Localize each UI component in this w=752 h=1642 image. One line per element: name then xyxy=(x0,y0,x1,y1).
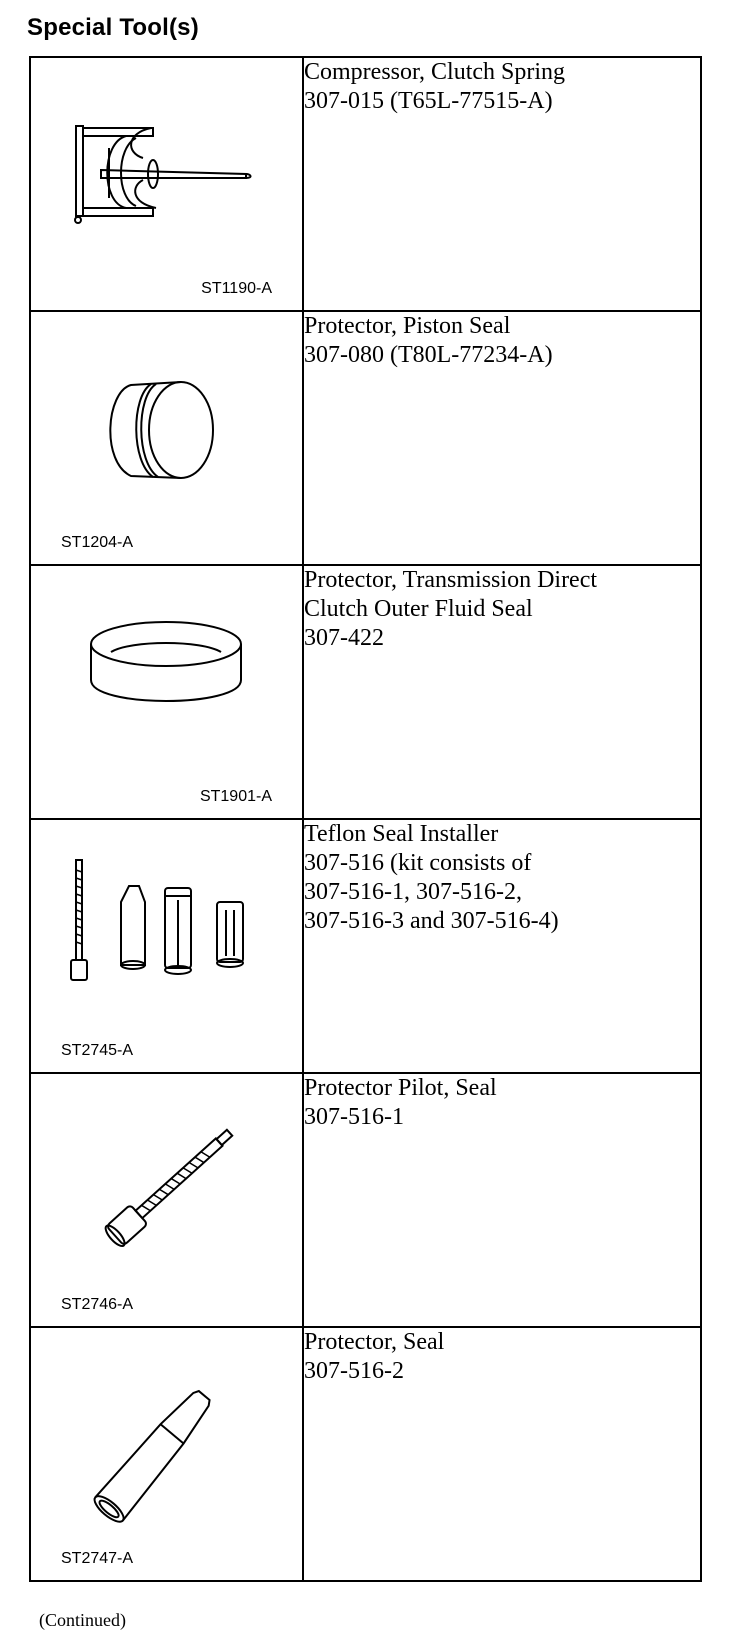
tool-description-cell xyxy=(303,565,701,819)
tool-image-cell xyxy=(30,819,303,1073)
teflon-seal-installer-kit-illustration xyxy=(31,820,302,1072)
tool-number: 307-516 (kit consists of xyxy=(304,850,532,876)
seal-protector-pilot-illustration xyxy=(31,1074,302,1326)
outer-fluid-seal-protector-illustration xyxy=(31,566,302,818)
tool-code-label: ST2746-A xyxy=(61,1296,134,1313)
tool-code-label: ST1901-A xyxy=(199,788,272,805)
tool-row xyxy=(30,819,701,1073)
clutch-spring-compressor-illustration xyxy=(31,58,302,310)
tool-description-cell xyxy=(303,1073,701,1327)
tool-description-cell xyxy=(303,819,701,1073)
kit-contents: 307-516-3 and 307-516-4) xyxy=(304,908,559,934)
tool-number: 307-422 xyxy=(304,625,384,651)
tool-name-continued: Clutch Outer Fluid Seal xyxy=(304,596,533,622)
tool-description-cell xyxy=(303,57,701,311)
tool-description-cell xyxy=(303,1327,701,1581)
continued-note: (Continued) xyxy=(39,1610,126,1630)
tool-row xyxy=(30,565,701,819)
special-tools-table xyxy=(29,56,702,1582)
tool-number: 307-015 (T65L-77515-A) xyxy=(304,88,553,114)
tool-code-label: ST1204-A xyxy=(61,534,134,551)
tool-name: Protector Pilot, Seal xyxy=(304,1075,497,1101)
tool-row xyxy=(30,1073,701,1327)
tool-image-cell xyxy=(30,57,303,311)
tool-code-label: ST2747-A xyxy=(61,1550,134,1567)
tool-image-cell xyxy=(30,311,303,565)
seal-protector-illustration xyxy=(31,1328,302,1580)
tool-image-cell xyxy=(30,1327,303,1581)
page-heading: Special Tool(s) xyxy=(27,14,199,41)
tool-image-cell xyxy=(30,1073,303,1327)
tool-name: Protector, Piston Seal xyxy=(304,313,511,339)
tool-code-label: ST1190-A xyxy=(201,280,272,297)
tool-name: Compressor, Clutch Spring xyxy=(304,59,566,85)
tool-name: Teflon Seal Installer xyxy=(304,821,499,847)
piston-seal-protector-illustration xyxy=(31,312,302,564)
tool-description-cell xyxy=(303,311,701,565)
tool-number: 307-516-2 xyxy=(304,1358,404,1384)
tool-name: Protector, Seal xyxy=(304,1329,445,1355)
tool-row xyxy=(30,57,701,311)
tool-row xyxy=(30,1327,701,1581)
tool-code-label: ST2745-A xyxy=(61,1042,134,1059)
tool-number: 307-516-1 xyxy=(304,1104,404,1130)
tool-number: 307-080 (T80L-77234-A) xyxy=(304,342,553,368)
tool-name: Protector, Transmission Direct xyxy=(304,567,598,593)
tool-image-cell xyxy=(30,565,303,819)
tool-row xyxy=(30,311,701,565)
kit-contents: 307-516-1, 307-516-2, xyxy=(304,879,522,905)
